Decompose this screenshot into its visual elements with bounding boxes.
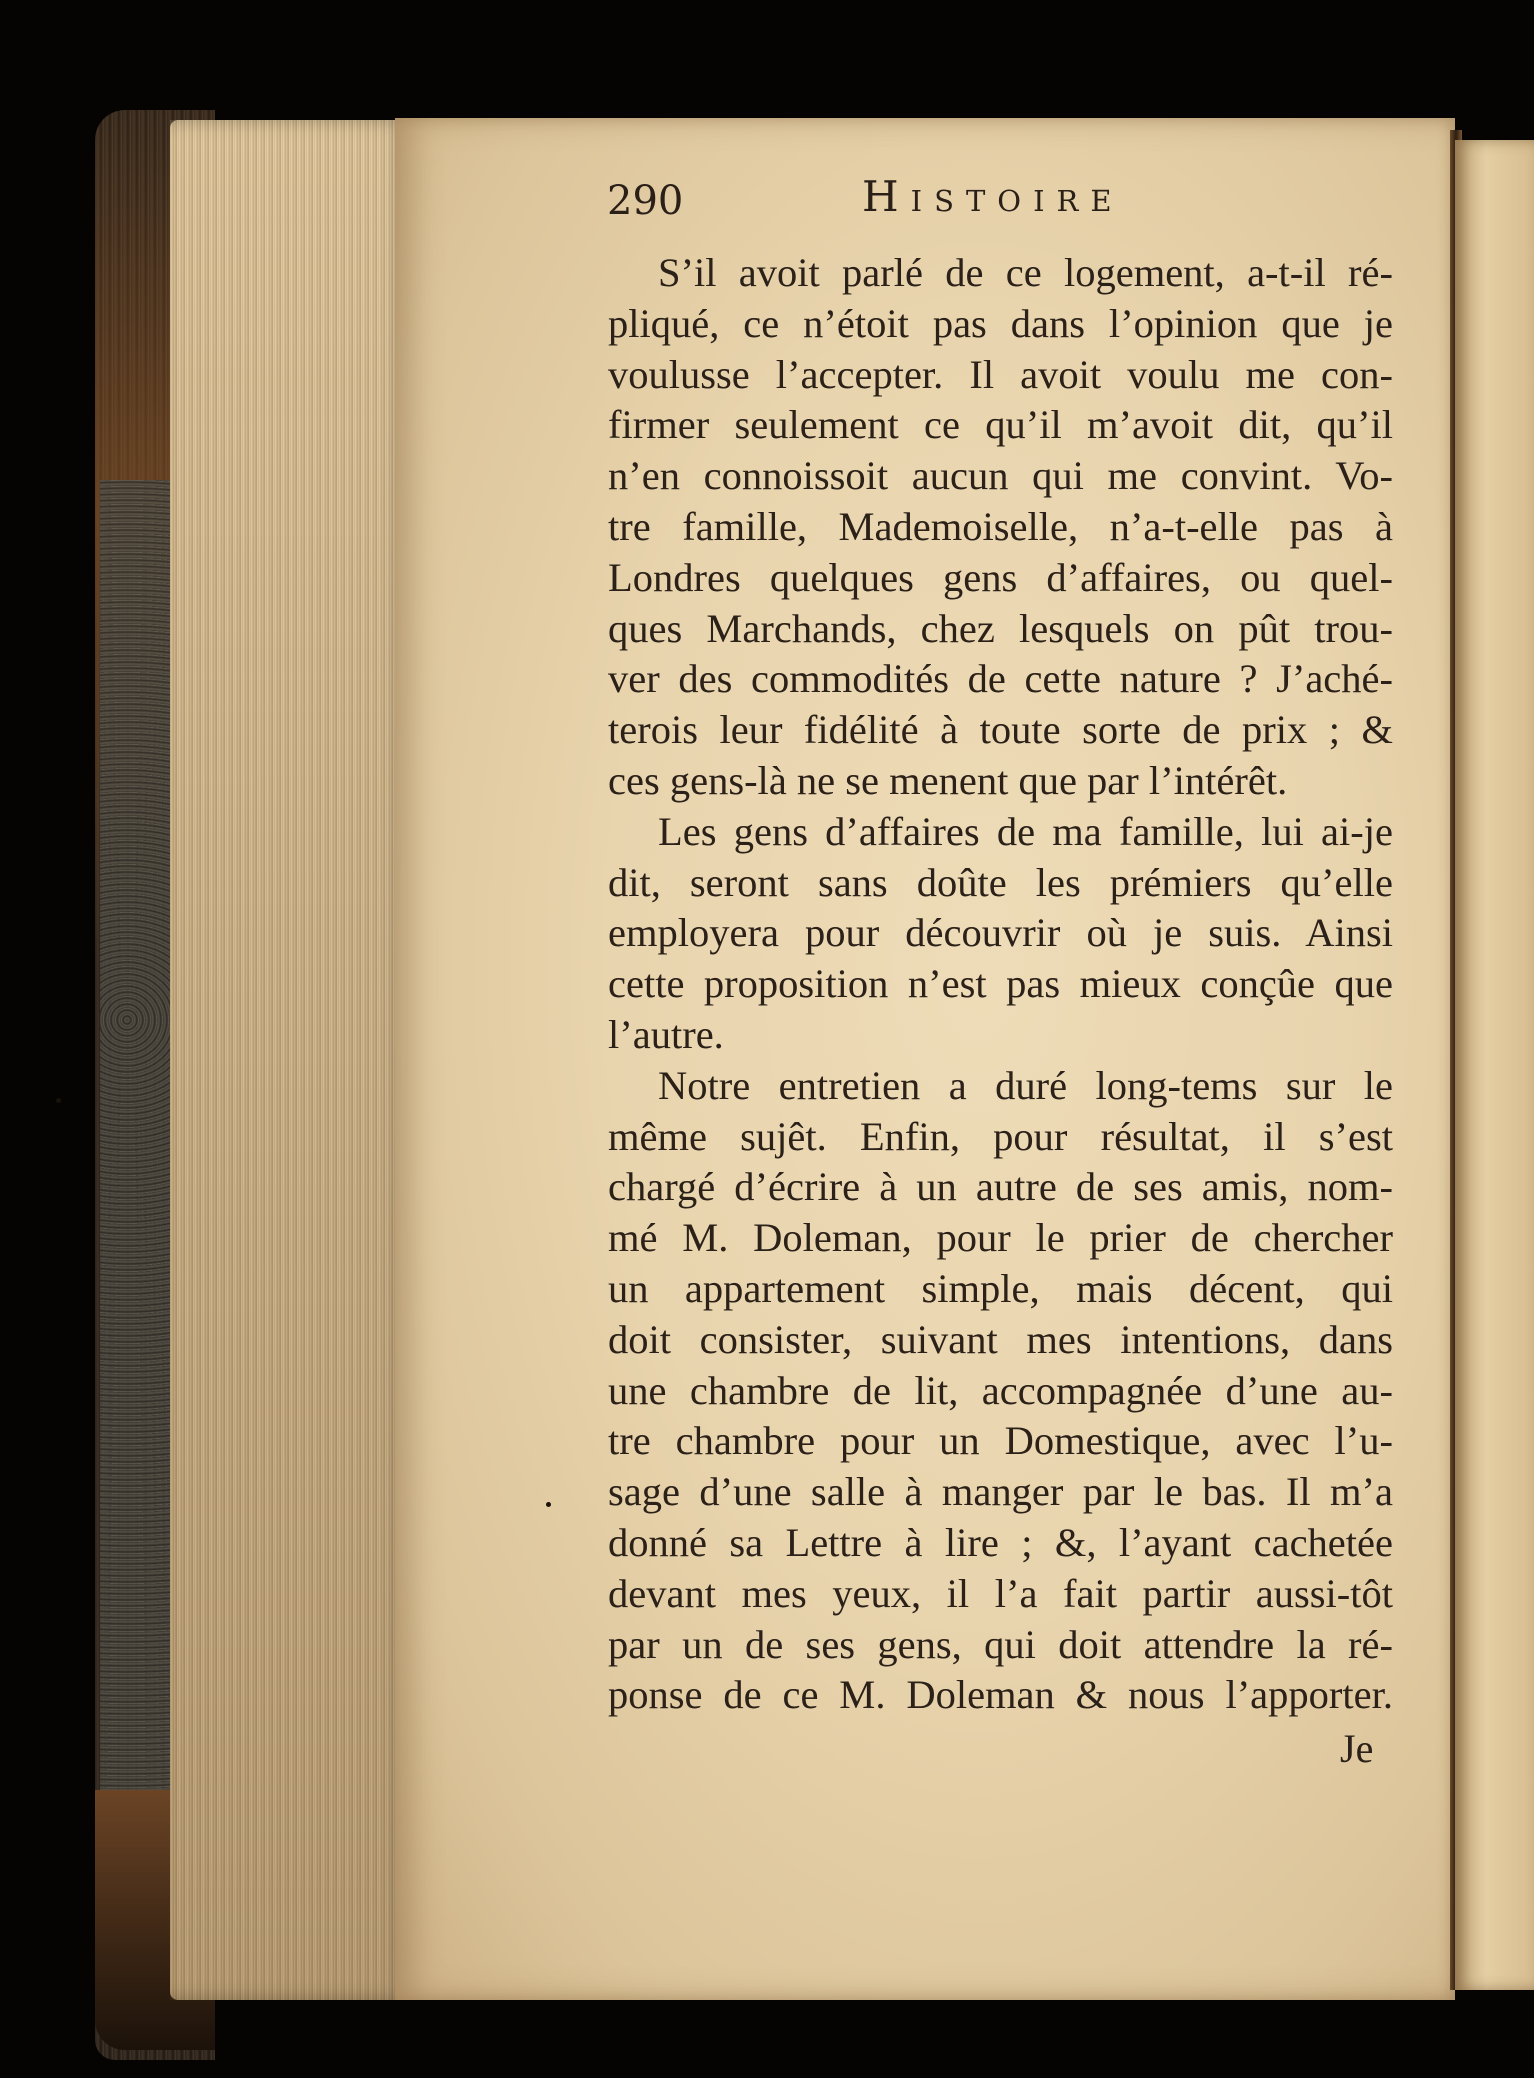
text-line: même sujêt. Enfin, pour résultat, il s’est bbox=[608, 1113, 1393, 1159]
text-line: par un de ses gens, qui doit attendre la ré- bbox=[608, 1621, 1393, 1667]
text-line: S’il avoit parlé de ce logement, a-t-il ré- bbox=[658, 250, 1393, 295]
page-edges bbox=[170, 120, 410, 2000]
text-line: ver des commodités de cette nature ? J’aché- bbox=[608, 656, 1393, 702]
text-line: n’en connoissoit aucun qui me convint. Vo- bbox=[608, 453, 1393, 499]
text-line: Notre entretien a duré long-tems sur le bbox=[658, 1062, 1393, 1108]
text-line: Les gens d’affaires de ma famille, lui ai-je bbox=[658, 808, 1393, 854]
text-line: l’autre. bbox=[608, 1011, 724, 1057]
page-number: 290 bbox=[607, 178, 684, 224]
text-line: ces gens-là ne se menent que par l’intérêt. bbox=[608, 757, 1288, 803]
text-line: tre famille, Mademoiselle, n’a-t-elle pas à bbox=[608, 503, 1393, 549]
text-line: devant mes yeux, il l’a fait partir aussi-tôt bbox=[608, 1570, 1393, 1616]
facing-page-edge bbox=[1455, 140, 1534, 1990]
text-line: voulusse l’accepter. Il avoit voulu me con- bbox=[608, 351, 1393, 397]
text-line: doit consister, suivant mes intentions, dans bbox=[608, 1316, 1393, 1362]
text-line: un appartement simple, mais décent, qui bbox=[608, 1265, 1393, 1311]
text-line: donné sa Lettre à lire ; &, l’ayant cachetée bbox=[608, 1519, 1393, 1565]
running-head: Histoire bbox=[862, 172, 1124, 221]
text-line: terois leur fidélité à toute sorte de prix ; & bbox=[608, 707, 1393, 753]
text-line: pliqué, ce n’étoit pas dans l’opinion que je bbox=[608, 300, 1393, 346]
text-line: Londres quelques gens d’affaires, ou quel- bbox=[608, 554, 1393, 600]
text-line: chargé d’écrire à un autre de ses amis, nom- bbox=[608, 1164, 1393, 1210]
text-line: dit, seront sans doûte les prémiers qu’elle bbox=[608, 859, 1393, 905]
text-line: ponse de ce M. Doleman & nous l’apporter. bbox=[608, 1672, 1393, 1718]
catchword: Je bbox=[1340, 1726, 1374, 1771]
page-header bbox=[607, 172, 1167, 232]
text-line: mé M. Doleman, pour le prier de chercher bbox=[608, 1215, 1393, 1261]
body-text bbox=[608, 248, 1393, 1721]
text-line: tre chambre pour un Domestique, avec l’u- bbox=[608, 1418, 1393, 1464]
text-line: cette proposition n’est pas mieux conçûe que bbox=[608, 961, 1393, 1007]
ink-speck bbox=[56, 1098, 61, 1103]
text-line: sage d’une salle à manger par le bas. Il m’a bbox=[608, 1469, 1393, 1515]
text-line: une chambre de lit, accompagnée d’une au- bbox=[608, 1367, 1393, 1413]
text-line: firmer seulement ce qu’il m’avoit dit, qu’il bbox=[608, 402, 1393, 448]
text-line: ques Marchands, chez lesquels on pût trou- bbox=[608, 605, 1393, 651]
ink-speck bbox=[546, 1502, 551, 1507]
text-line: employera pour découvrir où je suis. Ainsi bbox=[608, 910, 1393, 956]
